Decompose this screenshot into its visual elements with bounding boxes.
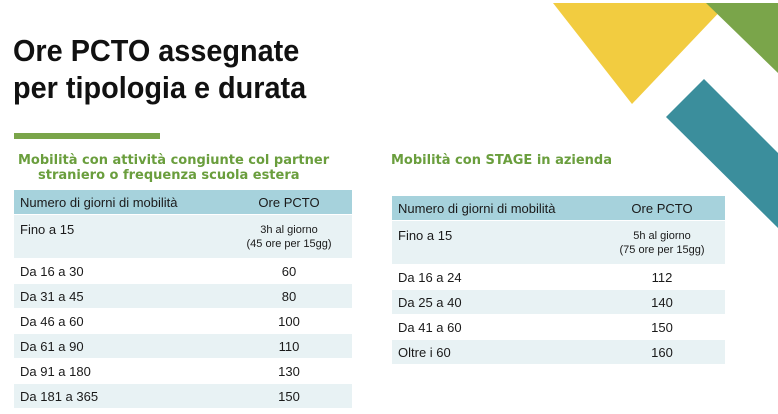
section1-heading-line1: Mobilità con attività congiunte col partner xyxy=(18,153,330,168)
column-header-days: Numero di giorni di mobilità xyxy=(14,190,226,215)
column-header-hours: Ore PCTO xyxy=(599,196,725,221)
page-title xyxy=(13,32,306,106)
cell-days: Da 181 a 365 xyxy=(14,384,226,409)
cell-hours-line2: (75 ore per 15gg) xyxy=(619,243,705,256)
cell-days: Da 61 a 90 xyxy=(14,334,226,359)
cell-days: Da 25 a 40 xyxy=(392,290,599,315)
table-header-row xyxy=(14,190,352,215)
page-title-line1: Ore PCTO assegnate xyxy=(13,33,300,68)
cell-days: Fino a 15 xyxy=(392,221,599,265)
table-row xyxy=(392,290,725,315)
cell-hours: 150 xyxy=(226,384,352,409)
table-mobility-stage xyxy=(392,196,725,365)
table-header-row xyxy=(392,196,725,221)
table-row xyxy=(392,315,725,340)
cell-days: Fino a 15 xyxy=(14,215,226,259)
page-title-line2: per tipologia e durata xyxy=(13,70,307,105)
cell-hours xyxy=(599,221,725,265)
cell-hours: 160 xyxy=(599,340,725,365)
cell-hours-line1: 5h al giorno xyxy=(633,229,691,242)
cell-hours xyxy=(226,215,352,259)
cell-hours: 80 xyxy=(226,284,352,309)
cell-hours: 130 xyxy=(226,359,352,384)
cell-days: Da 41 a 60 xyxy=(392,315,599,340)
cell-days: Da 31 a 45 xyxy=(14,284,226,309)
table-row xyxy=(392,221,725,265)
table-row xyxy=(14,334,352,359)
cell-hours: 60 xyxy=(226,259,352,284)
table-mobility-partner xyxy=(14,190,352,409)
cell-days: Da 16 a 24 xyxy=(392,265,599,290)
cell-days: Da 16 a 30 xyxy=(14,259,226,284)
table-row xyxy=(14,215,352,259)
cell-hours-line2: (45 ore per 15gg) xyxy=(246,237,332,250)
table-row xyxy=(14,284,352,309)
cell-hours: 100 xyxy=(226,309,352,334)
cell-days: Oltre i 60 xyxy=(392,340,599,365)
table-row xyxy=(392,265,725,290)
section2-heading: Mobilità con STAGE in azienda xyxy=(391,153,613,168)
column-header-hours: Ore PCTO xyxy=(226,190,352,215)
table-row xyxy=(14,384,352,409)
table-row xyxy=(14,359,352,384)
section1-heading xyxy=(18,153,329,183)
table-row xyxy=(14,309,352,334)
cell-hours: 110 xyxy=(226,334,352,359)
cell-days: Da 91 a 180 xyxy=(14,359,226,384)
cell-hours-line1: 3h al giorno xyxy=(260,223,318,236)
title-underline-bar xyxy=(14,133,160,139)
section1-heading-line2: straniero o frequenza scuola estera xyxy=(38,168,300,183)
column-header-days: Numero di giorni di mobilità xyxy=(392,196,599,221)
table-row xyxy=(392,340,725,365)
cell-hours: 140 xyxy=(599,290,725,315)
cell-hours: 150 xyxy=(599,315,725,340)
table-row xyxy=(14,259,352,284)
cell-hours: 112 xyxy=(599,265,725,290)
cell-days: Da 46 a 60 xyxy=(14,309,226,334)
